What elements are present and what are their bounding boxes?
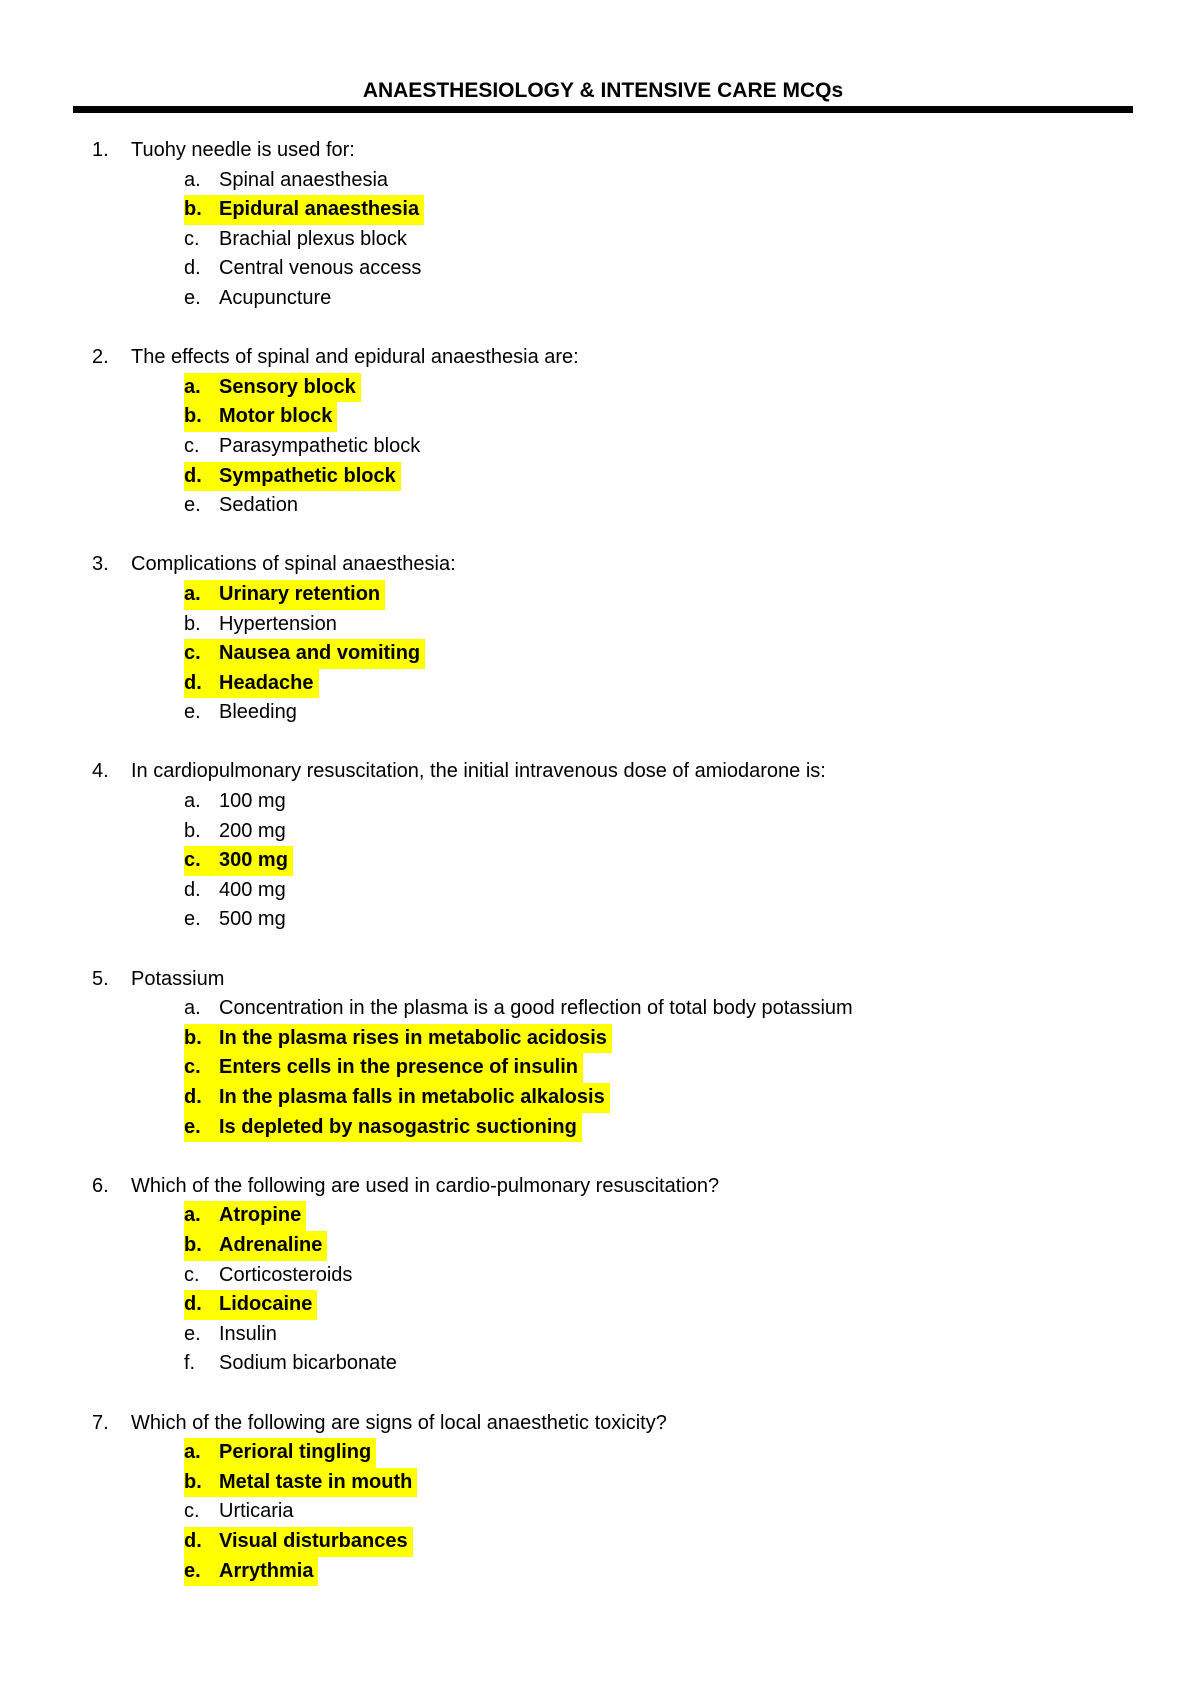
option-letter: b. bbox=[184, 819, 201, 842]
option-text: Adrenaline bbox=[219, 1233, 323, 1256]
option-letter: a. bbox=[184, 1204, 201, 1227]
option-letter: d. bbox=[184, 878, 201, 901]
option-letter: b. bbox=[184, 1233, 202, 1256]
answer-content bbox=[184, 698, 302, 728]
answer-option bbox=[92, 284, 1152, 314]
option-text: Nausea and vomiting bbox=[219, 642, 421, 665]
option-text: Lidocaine bbox=[219, 1293, 313, 1316]
option-letter: a. bbox=[184, 375, 201, 398]
option-letter: a. bbox=[184, 1441, 201, 1464]
option-letter: e. bbox=[184, 494, 201, 517]
highlighted-answer bbox=[184, 373, 361, 403]
answer-option bbox=[92, 166, 1152, 196]
option-text: Urinary retention bbox=[219, 582, 381, 605]
answer-option-correct bbox=[92, 846, 1152, 876]
answer-option bbox=[92, 994, 1152, 1024]
option-text: Atropine bbox=[219, 1204, 302, 1227]
question-6 bbox=[92, 1172, 1152, 1379]
answer-option bbox=[92, 225, 1152, 255]
question-text: Potassium bbox=[131, 967, 225, 990]
question-text: Which of the following are used in cardio-pulmonary resuscitation? bbox=[131, 1174, 720, 1197]
option-letter: f. bbox=[184, 1352, 196, 1375]
question-stem bbox=[92, 965, 1152, 995]
question-7 bbox=[92, 1409, 1152, 1587]
question-text: Complications of spinal anaesthesia: bbox=[131, 553, 456, 576]
option-text: Visual disturbances bbox=[219, 1529, 408, 1552]
option-letter: d. bbox=[184, 671, 202, 694]
answer-content bbox=[184, 1349, 402, 1379]
option-text: 500 mg bbox=[219, 908, 286, 931]
answer-option-correct bbox=[92, 1083, 1152, 1113]
answer-option-correct bbox=[92, 669, 1152, 699]
option-text: Enters cells in the presence of insulin bbox=[219, 1056, 578, 1079]
answer-option bbox=[92, 698, 1152, 728]
answer-option-correct bbox=[92, 1231, 1152, 1261]
option-letter: c. bbox=[184, 1263, 200, 1286]
option-text: 300 mg bbox=[219, 849, 288, 872]
answer-option-correct bbox=[92, 1024, 1152, 1054]
question-5 bbox=[92, 965, 1152, 1143]
answer-option bbox=[92, 817, 1152, 847]
question-3 bbox=[92, 550, 1152, 728]
question-stem bbox=[92, 1172, 1152, 1202]
answer-content bbox=[184, 225, 412, 255]
option-text: Brachial plexus block bbox=[219, 227, 407, 250]
answer-content bbox=[184, 491, 303, 521]
highlighted-answer bbox=[184, 846, 293, 876]
question-list bbox=[92, 136, 1152, 1616]
highlighted-answer bbox=[184, 402, 337, 432]
option-letter: d. bbox=[184, 1293, 202, 1316]
option-text: Arrythmia bbox=[219, 1559, 314, 1582]
option-text: Corticosteroids bbox=[219, 1263, 353, 1286]
question-number: 7. bbox=[92, 1411, 109, 1434]
question-text: Tuohy needle is used for: bbox=[131, 139, 355, 161]
option-letter: b. bbox=[184, 612, 201, 635]
answer-option bbox=[92, 610, 1152, 640]
question-stem bbox=[92, 136, 1152, 166]
highlighted-answer bbox=[184, 1231, 327, 1261]
question-number: 2. bbox=[92, 346, 109, 369]
highlighted-answer bbox=[184, 462, 401, 492]
answer-option bbox=[92, 905, 1152, 935]
option-text: Sympathetic block bbox=[219, 464, 396, 487]
answer-content bbox=[184, 1320, 282, 1350]
option-text: 100 mg bbox=[219, 790, 286, 813]
option-text: Urticaria bbox=[219, 1500, 294, 1523]
option-text: Parasympathetic block bbox=[219, 434, 421, 457]
option-letter: a. bbox=[184, 790, 201, 813]
answer-option-correct bbox=[92, 1201, 1152, 1231]
option-text: Motor block bbox=[219, 405, 333, 428]
highlighted-answer bbox=[184, 580, 385, 610]
option-letter: c. bbox=[184, 849, 201, 872]
option-letter: e. bbox=[184, 1559, 201, 1582]
highlighted-answer bbox=[184, 1557, 318, 1587]
answer-content bbox=[184, 1497, 298, 1527]
answer-option bbox=[92, 491, 1152, 521]
option-text: Central venous access bbox=[219, 257, 422, 280]
highlighted-answer bbox=[184, 669, 319, 699]
option-letter: c. bbox=[184, 1056, 201, 1079]
option-letter: d. bbox=[184, 1086, 202, 1108]
answer-content bbox=[184, 610, 342, 640]
question-number: 6. bbox=[92, 1174, 109, 1197]
answer-option-correct bbox=[92, 462, 1152, 492]
answer-option bbox=[92, 1349, 1152, 1379]
highlighted-answer bbox=[184, 1113, 582, 1143]
option-letter: c. bbox=[184, 434, 200, 457]
answer-content bbox=[184, 905, 291, 935]
question-text: Which of the following are signs of local anaesthetic toxicity? bbox=[131, 1411, 667, 1434]
question-2 bbox=[92, 343, 1152, 521]
question-4 bbox=[92, 757, 1152, 935]
option-letter: e. bbox=[184, 908, 201, 931]
answer-content bbox=[184, 432, 425, 462]
highlighted-answer bbox=[184, 1290, 317, 1320]
option-letter: c. bbox=[184, 642, 201, 665]
answer-content bbox=[184, 994, 858, 1024]
highlighted-answer bbox=[184, 1468, 417, 1498]
option-letter: b. bbox=[184, 198, 202, 221]
question-text: In cardiopulmonary resuscitation, the initial intravenous dose of amiodarone is: bbox=[131, 760, 826, 783]
option-text: Concentration in the plasma is a good reflection of total body potassium bbox=[219, 997, 853, 1020]
option-text: Headache bbox=[219, 671, 314, 694]
answer-content bbox=[184, 876, 291, 906]
option-text: Metal taste in mouth bbox=[219, 1470, 413, 1493]
option-text: Insulin bbox=[219, 1322, 277, 1345]
question-stem bbox=[92, 1409, 1152, 1439]
question-stem bbox=[92, 757, 1152, 787]
option-letter: b. bbox=[184, 1470, 202, 1493]
option-text: Epidural anaesthesia bbox=[219, 198, 420, 221]
answer-option-correct bbox=[92, 195, 1152, 225]
highlighted-answer bbox=[184, 1024, 612, 1054]
option-letter: e. bbox=[184, 1322, 201, 1345]
option-text: Acupuncture bbox=[219, 286, 332, 309]
option-text: Bleeding bbox=[219, 701, 297, 724]
highlighted-answer bbox=[184, 1083, 610, 1113]
question-stem bbox=[92, 343, 1152, 373]
answer-content bbox=[184, 787, 291, 817]
answer-option bbox=[92, 1261, 1152, 1291]
option-letter: e. bbox=[184, 1115, 201, 1138]
highlighted-answer bbox=[184, 1053, 583, 1083]
option-letter: d. bbox=[184, 1529, 202, 1552]
option-text: In the plasma rises in metabolic acidosis bbox=[219, 1026, 607, 1049]
answer-option bbox=[92, 254, 1152, 284]
answer-option bbox=[92, 432, 1152, 462]
highlighted-answer bbox=[184, 1438, 376, 1468]
page-title: ANAESTHESIOLOGY & INTENSIVE CARE MCQs bbox=[362, 79, 844, 102]
answer-option-correct bbox=[92, 1053, 1152, 1083]
option-letter: a. bbox=[184, 168, 201, 191]
answer-content bbox=[184, 254, 426, 284]
question-1 bbox=[92, 136, 1152, 314]
answer-option bbox=[92, 876, 1152, 906]
option-text: Spinal anaesthesia bbox=[219, 168, 389, 191]
highlighted-answer bbox=[184, 195, 424, 225]
option-letter: e. bbox=[184, 286, 201, 309]
title-underline bbox=[73, 106, 1133, 113]
option-letter: c. bbox=[184, 227, 200, 250]
answer-option-correct bbox=[92, 639, 1152, 669]
answer-content bbox=[184, 1261, 357, 1291]
answer-option-correct bbox=[92, 580, 1152, 610]
option-text: 400 mg bbox=[219, 878, 286, 901]
option-letter: a. bbox=[184, 582, 201, 605]
question-number: 1. bbox=[92, 139, 109, 161]
question-number: 3. bbox=[92, 553, 109, 576]
highlighted-answer bbox=[184, 1201, 306, 1231]
answer-option bbox=[92, 1320, 1152, 1350]
answer-content bbox=[184, 817, 291, 847]
option-text: Is depleted by nasogastric suctioning bbox=[219, 1115, 577, 1138]
answer-option-correct bbox=[92, 373, 1152, 403]
answer-option-correct bbox=[92, 402, 1152, 432]
answer-option bbox=[92, 787, 1152, 817]
question-number: 5. bbox=[92, 967, 109, 990]
question-text: The effects of spinal and epidural anaesthesia are: bbox=[131, 346, 579, 369]
option-letter: c. bbox=[184, 1500, 200, 1523]
option-text: Hypertension bbox=[219, 612, 337, 635]
option-letter: e. bbox=[184, 701, 201, 724]
option-letter: d. bbox=[184, 257, 201, 280]
option-text: Sensory block bbox=[219, 375, 356, 398]
option-text: Sedation bbox=[219, 494, 298, 517]
answer-content bbox=[184, 166, 393, 196]
highlighted-answer bbox=[184, 639, 425, 669]
option-letter: d. bbox=[184, 464, 202, 487]
option-text: Perioral tingling bbox=[219, 1441, 372, 1464]
option-letter: a. bbox=[184, 997, 201, 1020]
answer-option-correct bbox=[92, 1527, 1152, 1557]
question-stem bbox=[92, 550, 1152, 580]
option-text: Sodium bicarbonate bbox=[219, 1352, 397, 1375]
option-letter: b. bbox=[184, 1026, 202, 1049]
answer-option-correct bbox=[92, 1113, 1152, 1143]
answer-content bbox=[184, 284, 336, 314]
answer-option-correct bbox=[92, 1468, 1152, 1498]
answer-option-correct bbox=[92, 1438, 1152, 1468]
option-letter: b. bbox=[184, 405, 202, 428]
answer-option-correct bbox=[92, 1290, 1152, 1320]
question-number: 4. bbox=[92, 760, 109, 783]
option-text: 200 mg bbox=[219, 819, 286, 842]
answer-option bbox=[92, 1497, 1152, 1527]
option-text: In the plasma falls in metabolic alkalosis bbox=[219, 1086, 605, 1108]
answer-option-correct bbox=[92, 1557, 1152, 1587]
highlighted-answer bbox=[184, 1527, 413, 1557]
